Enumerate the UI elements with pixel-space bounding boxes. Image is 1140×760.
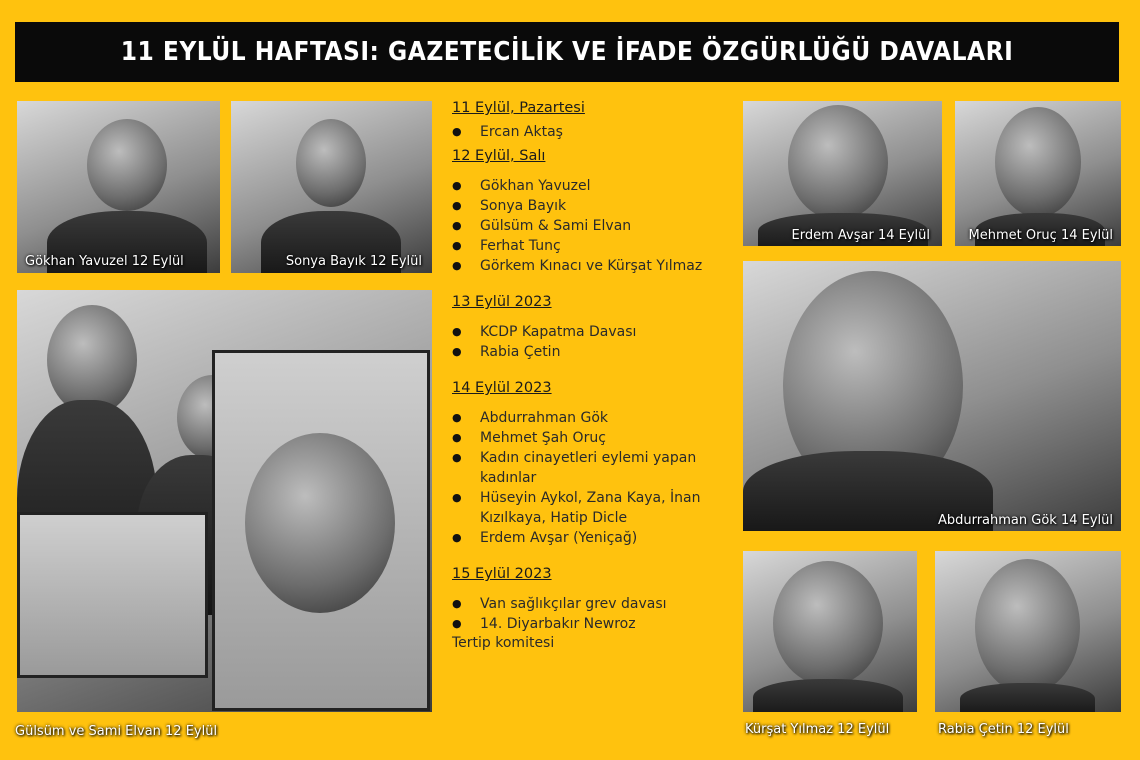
photo-caption-rabia: Rabia Çetin 12 Eylül — [938, 722, 1069, 737]
photo-caption-elvan: Gülsüm ve Sami Elvan 12 Eylül — [15, 724, 218, 739]
day-items — [452, 408, 732, 548]
photo-gokhan-yavuzel — [17, 101, 220, 273]
photo-rabia-cetin — [935, 551, 1121, 712]
portrait-painting — [212, 350, 430, 711]
page-title: 11 EYLÜL HAFTASI: GAZETECİLİK VE İFADE ÖZGÜRLÜĞÜ DAVALARI — [120, 37, 1014, 67]
day-heading: 14 Eylül 2023 — [452, 380, 552, 396]
photo-gulsum-sami-elvan — [17, 290, 432, 712]
portrait-head — [296, 119, 366, 207]
portrait-head — [995, 107, 1081, 217]
list-item: ● Hüseyin Aykol, Zana Kaya, İnan Kızılkaya, Hatip Dicle — [452, 488, 732, 528]
day-heading: 11 Eylül, Pazartesi — [452, 100, 585, 116]
photo-abdurrahman-gok — [743, 261, 1121, 531]
photo-caption: Erdem Avşar 14 Eylül — [791, 228, 930, 243]
photo-sonya-bayik — [231, 101, 432, 273]
list-item: ● Rabia Çetin — [452, 342, 732, 362]
photo-caption: Mehmet Oruç 14 Eylül — [968, 228, 1113, 243]
portrait-body — [753, 679, 903, 712]
portrait-head — [87, 119, 167, 211]
day-items — [452, 322, 732, 362]
portrait-head — [773, 561, 883, 686]
photo-caption: Gökhan Yavuzel 12 Eylül — [25, 254, 184, 269]
photo-mehmet-oruc — [955, 101, 1121, 246]
painted-face — [245, 433, 395, 613]
list-item: ● 14. Diyarbakır Newroz — [452, 614, 732, 634]
photo-caption: Sonya Bayık 12 Eylül — [285, 254, 422, 269]
schedule-list — [452, 98, 732, 652]
photo-caption: Abdurrahman Gök 14 Eylül — [937, 513, 1113, 528]
portrait-head — [975, 559, 1080, 694]
list-item: ● Ferhat Tunç — [452, 236, 732, 256]
day-items — [452, 122, 732, 142]
photo-kursat-yilmaz — [743, 551, 917, 712]
list-item: ● Sonya Bayık — [452, 196, 732, 216]
list-item: ● Erdem Avşar (Yeniçağ) — [452, 528, 732, 548]
list-item: ● Görkem Kınacı ve Kürşat Yılmaz — [452, 256, 732, 276]
portrait-head — [47, 305, 137, 415]
photo-erdem-avsar — [743, 101, 942, 246]
day-heading: 12 Eylül, Salı — [452, 148, 546, 164]
portrait-head — [788, 105, 888, 220]
list-item: ● Van sağlıkçılar grev davası — [452, 594, 732, 614]
list-item: ● Ercan Aktaş — [452, 122, 732, 142]
list-item: ● Gülsüm & Sami Elvan — [452, 216, 732, 236]
framed-drawing — [17, 512, 208, 678]
page-title-banner — [15, 22, 1119, 82]
photo-caption-kursat: Kürşat Yılmaz 12 Eylül — [745, 722, 890, 737]
list-item: ● Kadın cinayetleri eylemi yapan kadınlar — [452, 448, 732, 488]
list-item: ● Mehmet Şah Oruç — [452, 428, 732, 448]
list-item-continuation: Tertip komitesi — [452, 635, 555, 651]
list-item: ● KCDP Kapatma Davası — [452, 322, 732, 342]
list-item: ● Gökhan Yavuzel — [452, 176, 732, 196]
day-items — [452, 176, 732, 276]
portrait-body — [960, 683, 1095, 712]
day-heading: 13 Eylül 2023 — [452, 294, 552, 310]
day-items — [452, 594, 732, 634]
list-item: ● Abdurrahman Gök — [452, 408, 732, 428]
day-heading: 15 Eylül 2023 — [452, 566, 552, 582]
